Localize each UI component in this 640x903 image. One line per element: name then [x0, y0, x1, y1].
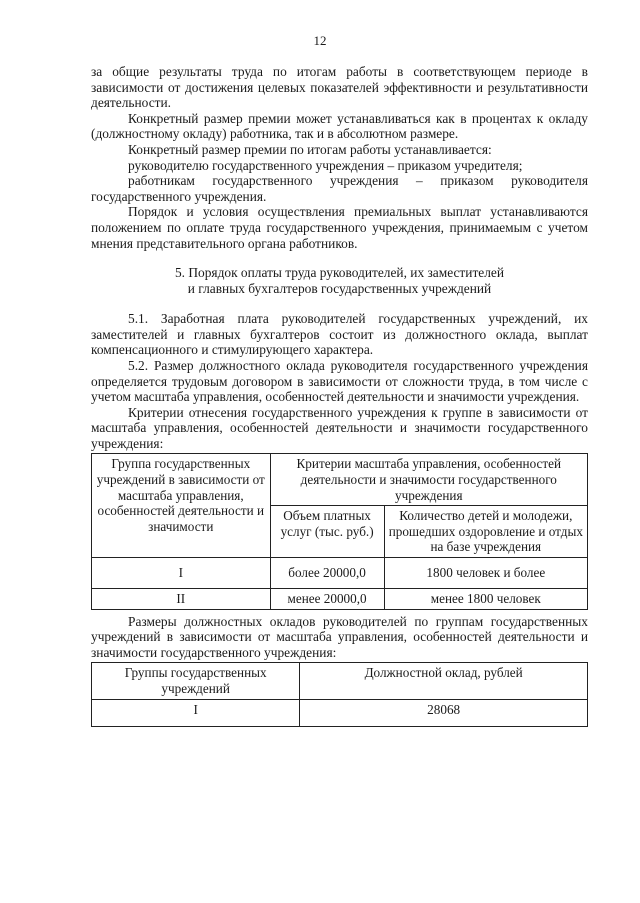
table-cell: I: [92, 699, 300, 726]
table-header-cell: Объем платных услуг (тыс. руб.): [270, 506, 384, 558]
section-heading-line: 5. Порядок оплаты труда руководителей, их заместителей: [174, 265, 505, 281]
table-cell: II: [92, 589, 271, 610]
paragraph: Критерии отнесения государственного учреждения к группе в зависимости от масштаба управления, особенностей деятельности и значимости государственного учреждения:: [91, 404, 588, 451]
table-header-cell: Группа государственных учреждений в зависимости от масштаба управления, особенностей деятельности и значимости: [92, 454, 271, 558]
page-number: 12: [313, 33, 327, 48]
table-cell: менее 20000,0: [270, 589, 384, 610]
paragraph: Конкретный размер премии может устанавливаться как в процентах к окладу (должностному окладу) работника, так и в абсолютном размере.: [91, 110, 588, 142]
paragraph: Размеры должностных окладов руководителей по группам государственных учреждений в зависимости от масштаба управления, особенностей деятельности и значимости государственного учреждения:: [91, 613, 588, 660]
table-header-row: [92, 663, 588, 699]
paragraph: руководителю государственного учреждения – приказом учредителя;: [128, 157, 523, 173]
section-heading-line: и главных бухгалтеров государственных учреждений: [187, 281, 492, 297]
table-cell: 1800 человек и более: [384, 558, 587, 589]
table-header-cell: Должностной оклад, рублей: [300, 663, 588, 699]
paragraph: 5.2. Размер должностного оклада руководителя государственного учреждения определяется трудовым договором в зависимости от сложности труда, в том числе с учетом масштаба управления, особенностей деятельности и значимости учреждения.: [91, 357, 588, 405]
document-body: [91, 64, 588, 727]
table-row: [92, 589, 588, 610]
paragraph: работникам государственного учреждения – приказом руководителя государственного учреждения.: [91, 173, 588, 204]
table-header-cell: Критерии масштаба управления, особенностей деятельности и значимости государственного учреждения: [270, 454, 587, 506]
table-cell: более 20000,0: [270, 558, 384, 589]
paragraph: Конкретный размер премии по итогам работы устанавливается:: [128, 141, 492, 157]
table-cell: менее 1800 человек: [384, 589, 587, 610]
paragraph: Порядок и условия осуществления премиальных выплат устанавливаются положением по оплате труда государственного учреждения, принимаемым с учетом мнения представительного органа работников.: [91, 204, 588, 251]
table-header-cell: Количество детей и молодежи, прошедших оздоровление и отдых на базе учреждения: [384, 506, 587, 558]
group-criteria-table: [91, 453, 588, 609]
table-row: [92, 699, 588, 726]
paragraph: 5.1. Заработная плата руководителей государственных учреждений, их заместителей и главных бухгалтеров состоит из должностного оклада, выплат компенсационного и стимулирующего характера.: [91, 311, 588, 358]
table-header-cell: Группы государственных учреждений: [92, 663, 300, 699]
table-cell: I: [92, 558, 271, 589]
table-row: [92, 558, 588, 589]
section-heading: [91, 265, 588, 297]
table-header-row: [92, 454, 588, 506]
salary-table: [91, 662, 588, 726]
paragraph: за общие результаты труда по итогам работы в соответствующем периоде в зависимости от достижения целевых показателей эффективности и результативности деятельности.: [91, 64, 588, 111]
table-cell: 28068: [300, 699, 588, 726]
